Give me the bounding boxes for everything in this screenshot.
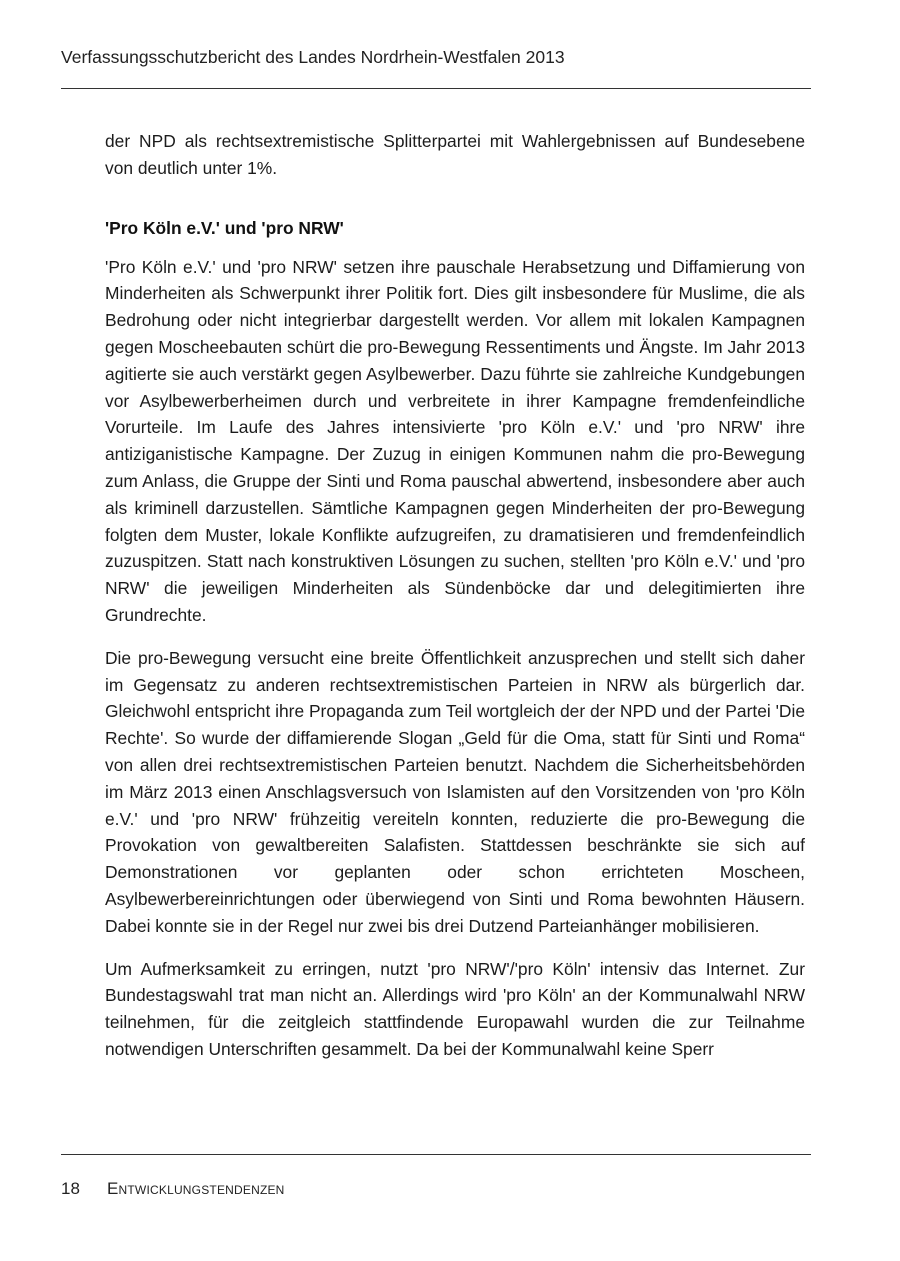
footer-section-name: Entwicklungstendenzen [107, 1179, 285, 1198]
intro-paragraph: der NPD als rechtsextremistische Splitterpartei mit Wahlergebnissen auf Bundesebene von deutlich unter 1%. [105, 131, 805, 178]
page-number: 18 [61, 1179, 80, 1198]
body-paragraph-1: 'Pro Köln e.V.' und 'pro NRW' setzen ihre pauschale Herabsetzung und Diffamierung von Minderheiten als Schwerpunkt ihrer Politik fort. Dies gilt insbesondere für Muslime, die als Bedrohung oder nicht integrierbar dargestellt werden. Vor allem mit lokalen Kampagnen gegen Moscheebauten schürt die pro-Bewegung Ressentiments und Ängste. Im Jahr 2013 agitierte sie auch verstärkt gegen Asylbewerber. Dazu führte sie zahlreiche Kundgebungen vor Asylbewerberheimen durch und verbreitete in ihrer Kampagne fremdenfeindliche Vorurteile. Im Laufe des Jahres intensivierte 'pro Köln e.V.' und 'pro NRW' ihre antiziganistische Kampagne. Der Zuzug in einigen Kommunen nahm die pro-Bewegung zum Anlass, die Gruppe der Sinti und Roma pauschal abwertend, insbesondere aber auch als kriminell darzustellen. Sämtliche Kampagnen gegen Minderheiten der pro-Bewegung folgten dem Muster, lokale Konflikte aufzugreifen, zu dramatisieren und fremdenfeindlich zuzuspitzen. Statt nach konstruktiven Lösungen zu suchen, stellten 'pro Köln e.V.' und 'pro NRW' die jeweiligen Minderheiten als Sündenböcke dar und delegitimierten ihre Grundrechte. [105, 256, 805, 625]
body-paragraph-3: Um Aufmerksamkeit zu erringen, nutzt 'pro NRW'/'pro Köln' intensiv das Internet. Zur Bundestagswahl trat man nicht an. Allerdings wird 'pro Köln' an der Kommunalwahl NRW teilnehmen, für die zeitgleich stattfindende Europawahl wurden die zur Teilnahme notwendigen Unterschriften gesammelt. Da bei der Kommunalwahl keine Sperr [105, 958, 805, 1059]
running-header [61, 45, 565, 69]
section-heading: 'Pro Köln e.V.' und 'pro NRW' [105, 217, 344, 238]
report-title: Verfassungsschutzbericht des Landes Nordrhein-Westfalen 2013 [61, 47, 565, 67]
page-footer [61, 1177, 285, 1201]
header-divider [61, 88, 811, 89]
footer-divider [61, 1154, 811, 1155]
body-paragraph-2: Die pro-Bewegung versucht eine breite Öffentlichkeit anzusprechen und stellt sich daher im Gegensatz zu anderen rechtsextremistischen Parteien in NRW als bürgerlich dar. Gleichwohl entspricht ihre Propaganda zum Teil wortgleich der der NPD und der Partei 'Die Rechte'. So wurde der diffamierende Slogan „Geld für die Oma, statt für Sinti und Roma“ von allen drei rechtsextremistischen Parteien benutzt. Nachdem die Sicherheitsbehörden im März 2013 einen Anschlagsversuch von Islamisten auf den Vorsitzenden von 'pro Köln e.V.' und 'pro NRW' frühzeitig vereiteln konnten, reduzierte die pro-Bewegung die Provokation von gewaltbereiten Salafisten. Stattdessen beschränkte sie sich auf Demonstrationen vor geplanten oder schon errichteten Moscheen, Asylbewerbereinrichtungen oder überwiegend von Sinti und Roma bewohnten Häusern. Dabei konnte sie in der Regel nur zwei bis drei Dutzend Parteianhänger mobilisieren. [105, 647, 805, 936]
page-body [105, 128, 805, 1063]
